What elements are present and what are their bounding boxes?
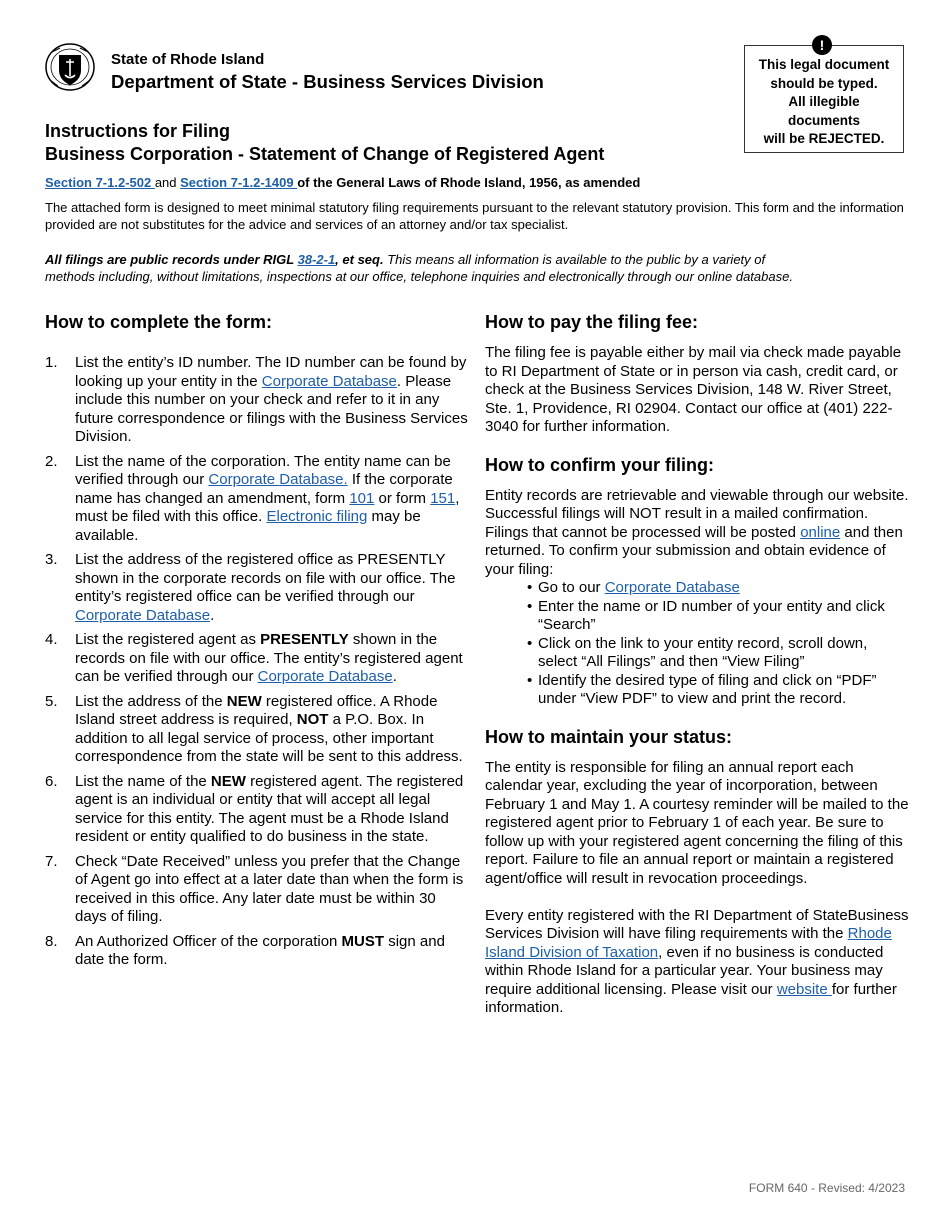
form-revision: FORM 640 - Revised: 4/2023	[748, 1181, 905, 1195]
bullet-icon: •	[527, 634, 533, 652]
notice-line: will be REJECTED.	[763, 131, 885, 146]
list-item	[527, 672, 910, 709]
form-151-link[interactable]: 151	[430, 489, 456, 507]
maintain-text-a: Every entity registered with the RI Department of StateBusiness Services Division will have filing requirements with the	[485, 906, 909, 942]
step-number: 5.	[45, 692, 58, 710]
confirm-steps-list	[485, 579, 910, 709]
law-rest: of the General Laws of Rhode Island, 1956, as amended	[297, 175, 641, 190]
pay-heading: How to pay the filing fee:	[485, 312, 699, 332]
step-bold: MUST	[341, 932, 385, 950]
step-bold: PRESENTLY	[260, 631, 349, 648]
step-number: 6.	[45, 772, 58, 790]
notice-line: This legal document	[758, 57, 890, 72]
corporate-database-link[interactable]: Corporate Database	[604, 579, 740, 596]
step-number: 4.	[45, 631, 58, 648]
step-item	[45, 354, 470, 447]
corporate-database-link[interactable]: Corporate Database	[75, 606, 211, 624]
step-text: registered agent. The registered agent is an individual or entity that will accept all legal service for this entity. The agent must be a Rhode Island resident or entity qualified to do business in the state.	[75, 772, 464, 845]
step-item	[45, 631, 470, 687]
step-number: 1.	[45, 354, 58, 371]
step-text: .	[392, 668, 397, 685]
maintain-text-c: for further information.	[485, 980, 897, 1016]
step-text: Check “Date Received” unless you prefer that the Change of Agent go into effect at a later date than when the form is received in this office. Any later date must be within 30 days of filing.	[75, 852, 464, 925]
form-101-link[interactable]: 101	[349, 489, 375, 507]
step-text: a P.O. Box. In addition to all legal service of process, other important correspondence from the state will be sent to this address.	[75, 711, 463, 765]
step-bold: NEW	[210, 772, 246, 790]
step-text: List the address of the registered office as PRESENTLY shown in the corporate records on file with our office. The entity’s registered office can be verified through our	[75, 551, 456, 605]
law-reference	[45, 175, 640, 190]
notice-line: should be typed.	[770, 75, 878, 91]
bullet-icon: •	[527, 579, 533, 596]
division-of-taxation-link[interactable]: Rhode Island Division of Taxation	[485, 925, 892, 961]
bullet-icon: •	[527, 671, 533, 689]
complete-form-section	[45, 312, 470, 976]
confirm-text-a: Entity records are retrievable and viewable through our website. Successful filings will NOT result in a mailed confirmation. Filings that cannot be processed will be posted	[485, 486, 909, 541]
public-records-bold: All filings are public records under RIGL	[45, 252, 298, 267]
typed-notice-box	[744, 45, 904, 153]
step-number: 2.	[45, 452, 58, 470]
bullet-text: Go to our	[538, 579, 605, 596]
step-number: 3.	[45, 551, 58, 568]
exclamation-icon: !	[812, 35, 832, 55]
public-records-notice	[45, 251, 815, 285]
section-502-link[interactable]: Section 7-1.2-502	[45, 175, 155, 190]
step-text: List the entity’s ID number. The ID number can be found by looking up your entity in the	[75, 354, 467, 390]
step-text: .	[210, 606, 215, 624]
section-1409-link[interactable]: Section 7-1.2-1409	[180, 175, 298, 190]
disclaimer-text: The attached form is designed to meet minimal statutory filing requirements pursuant to the relevant statutory provision. This form and the information provided are not substitutes for the advice and services of an attorney and/or tax specialist.	[45, 200, 904, 232]
list-item	[527, 579, 910, 598]
step-text: List the name of the corporation. The entity name can be verified through our	[75, 452, 451, 488]
pay-section	[485, 312, 910, 437]
step-bold: NEW	[226, 692, 262, 710]
confirm-section	[485, 455, 910, 709]
step-item	[45, 453, 470, 546]
step-text: registered office. A Rhode Island street address is required,	[75, 692, 438, 728]
step-text: , must be filed with this office.	[75, 489, 460, 525]
notice-line: All illegible	[788, 94, 860, 109]
law-and: and	[154, 175, 181, 190]
step-bold: NOT	[296, 711, 329, 728]
maintain-para1: The entity is responsible for filing an annual report each calendar year, excluding the year of incorporation, between February 1 and May 1. A courtesy reminder will be mailed to the registered agent prior to February 1 of each year. Be sure to follow up with your registered agent concerning the filing of this report. Failure to file an annual report or maintain a registered agent/office will result in revocation proceedings.	[485, 758, 909, 887]
steps-list	[45, 354, 470, 970]
public-records-etseq: , et seq.	[335, 252, 384, 267]
maintain-text-b: , even if no business is conducted within Rhode Island for a particular year. Your business may require additional licensing. Please visit our	[485, 943, 884, 998]
website-link[interactable]: website	[776, 980, 832, 998]
rigl-38-2-1-link[interactable]: 38-2-1	[297, 252, 336, 267]
step-text: shown in the records on file with our office. The entity’s registered agent can be verified through our	[75, 631, 463, 685]
online-link[interactable]: online	[800, 523, 841, 541]
step-text: . Please include this number on your check and refer to it in any future correspondence or filings with the Business Services Division.	[75, 372, 468, 445]
complete-heading: How to complete the form:	[45, 312, 273, 332]
step-text: sign and date the form.	[75, 932, 445, 968]
department-name: Department of State - Business Services Division	[111, 71, 544, 92]
public-records-rest: This means all information is available to the public by a variety of methods including, without limitations, inspections at our office, telephone inquiries and electronically through our online database.	[45, 252, 793, 284]
step-text: An Authorized Officer of the corporation	[75, 932, 342, 950]
step-item	[45, 773, 470, 847]
step-item	[45, 693, 470, 767]
pay-text: The filing fee is payable either by mail via check made payable to RI Department of State or in person via cash, credit card, or check at the Business Services Division, 148 W. River Street, Ste. 1, Providence, RI 02904. Contact our office at (401) 222-3040 for further information.	[485, 344, 902, 435]
step-text: List the address of the	[75, 692, 227, 710]
maintain-section	[485, 727, 910, 1018]
confirm-text-b: and then returned. To confirm your submission and obtain evidence of your filing:	[485, 523, 903, 578]
list-item	[527, 635, 910, 672]
page-title: Instructions for Filing	[45, 121, 230, 141]
step-item	[45, 933, 470, 970]
corporate-database-link[interactable]: Corporate Database	[261, 372, 397, 390]
maintain-heading: How to maintain your status:	[485, 726, 733, 747]
step-text: List the name of the	[75, 772, 211, 790]
electronic-filing-link[interactable]: Electronic filing	[266, 508, 368, 525]
right-column	[485, 312, 910, 1036]
bullet-text: Click on the link to your entity record, scroll down, select “All Filings” and then “View Filing”	[538, 634, 868, 670]
bullet-text: Enter the name or ID number of your entity and click “Search”	[538, 597, 885, 633]
step-number: 7.	[45, 852, 58, 870]
state-name: State of Rhode Island	[111, 51, 265, 68]
step-number: 8.	[45, 932, 58, 950]
maintain-para2	[485, 907, 910, 1018]
step-text: or form	[374, 489, 431, 507]
step-text: If the corporate name has changed an amendment, form	[75, 471, 453, 507]
confirm-heading: How to confirm your filing:	[485, 454, 714, 475]
list-item	[527, 598, 910, 635]
bullet-text: Identify the desired type of filing and click on “PDF” under “View PDF” to view and print the record.	[538, 671, 877, 707]
step-item	[45, 853, 470, 927]
state-seal-icon	[44, 42, 96, 92]
bullet-icon: •	[527, 597, 533, 615]
notice-line: documents	[787, 112, 860, 128]
corporate-database-link[interactable]: Corporate Database.	[208, 471, 348, 488]
corporate-database-link[interactable]: Corporate Database	[257, 668, 393, 685]
confirm-text	[485, 487, 910, 580]
step-text: List the registered agent as	[75, 631, 261, 648]
step-item	[45, 551, 470, 625]
page-subtitle: Business Corporation - Statement of Change of Registered Agent	[45, 144, 605, 164]
step-text: may be available.	[75, 508, 421, 544]
